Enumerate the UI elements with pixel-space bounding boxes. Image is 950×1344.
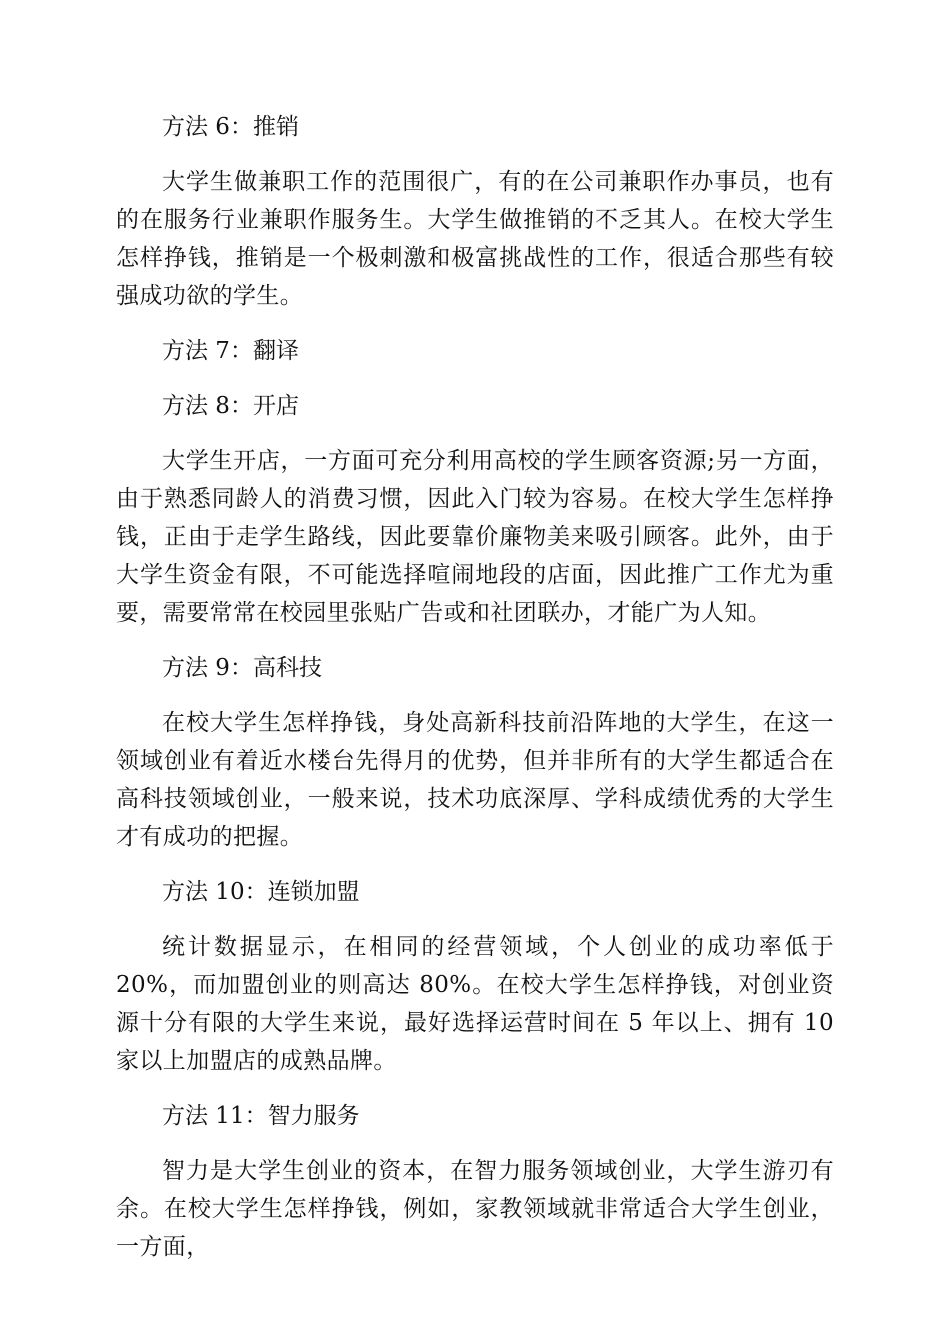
section-paragraph-method-11: 智力是大学生创业的资本，在智力服务领域创业，大学生游刃有余。在校大学生怎样挣钱，例如，家教领域就非常适合大学生创业，一方面， <box>116 1158 834 1260</box>
section-paragraph-method-9: 在校大学生怎样挣钱，身处高新科技前沿阵地的大学生，在这一领域创业有着近水楼台先得月的优势，但并非所有的大学生都适合在高科技领域创业，一般来说，技术功底深厚、学科成绩优秀的大学生才有成功的把握。 <box>116 710 834 850</box>
section-heading-method-10: 方法 10：连锁加盟 <box>162 879 360 905</box>
section-paragraph-method-6: 大学生做兼职工作的范围很广，有的在公司兼职作办事员，也有的在服务行业兼职作服务生。大学生做推销的不乏其人。在校大学生怎样挣钱，推销是一个极刺激和极富挑战性的工作，很适合那些有较强成功欲的学生。 <box>116 169 834 309</box>
section-heading-method-7: 方法 7：翻译 <box>162 338 299 364</box>
section-heading-method-8: 方法 8：开店 <box>162 393 299 419</box>
section-heading-method-9: 方法 9：高科技 <box>162 655 322 681</box>
section-paragraph-method-8: 大学生开店，一方面可充分利用高校的学生顾客资源;另一方面，由于熟悉同龄人的消费习惯，因此入门较为容易。在校大学生怎样挣钱，正由于走学生路线，因此要靠价廉物美来吸引顾客。此外，由于大学生资金有限，不可能选择喧闹地段的店面，因此推广工作尤为重要，需要常常在校园里张贴广告或和社团联办，才能广为人知。 <box>116 448 834 626</box>
section-heading-method-6: 方法 6：推销 <box>162 114 299 140</box>
section-paragraph-method-10: 统计数据显示，在相同的经营领域，个人创业的成功率低于 20%，而加盟创业的则高达 80%。在校大学生怎样挣钱，对创业资源十分有限的大学生来说，最好选择运营时间在 5 年以上、拥有 10 家以上加盟店的成熟品牌。 <box>116 934 834 1074</box>
document-body <box>116 108 834 1283</box>
section-heading-method-11: 方法 11：智力服务 <box>162 1103 360 1129</box>
